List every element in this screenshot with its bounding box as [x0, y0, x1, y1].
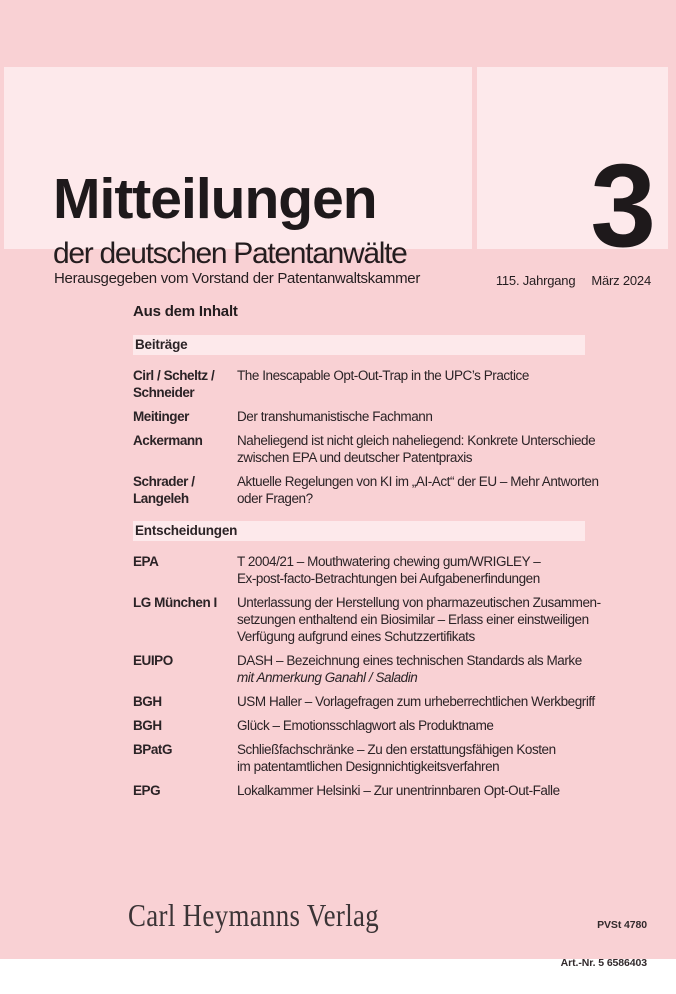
contents-sections	[133, 335, 601, 799]
contents-entry	[133, 717, 588, 734]
contents-entry	[133, 553, 588, 587]
journal-title: Mitteilungen	[53, 167, 377, 231]
section-band-label: Entscheidungen	[135, 523, 238, 538]
entry-title: DASH – Bezeichnung eines technischen Standards als Marke	[237, 653, 582, 668]
entry-title: Schließfachschränke – Zu den erstattungsfähigen Kosten im patentamtlichen Designnichtigkeitsverfahren	[237, 742, 556, 774]
entry-title: T 2004/21 – Mouthwatering chewing gum/WRIGLEY – Ex-post-facto-Betrachtungen bei Aufgabenerfindungen	[237, 554, 541, 586]
contents-entry	[133, 782, 588, 799]
section-band-label: Beiträge	[135, 337, 188, 352]
entry-title: Aktuelle Regelungen von KI im „AI-Act“ der EU – Mehr Antworten oder Fragen?	[237, 474, 599, 506]
contents-entry	[133, 367, 588, 401]
entry-text	[237, 473, 599, 507]
contents-heading: Aus dem Inhalt	[133, 303, 238, 320]
entry-source: Meitinger	[133, 409, 189, 424]
entry-source: BGH	[133, 718, 162, 733]
section-band	[133, 521, 585, 541]
print-codes	[561, 894, 647, 994]
entry-source: Schrader / Langeleh	[133, 474, 195, 506]
entry-title: Unterlassung der Herstellung von pharmazeutischen Zusammen- setzungen enthaltend ein Biosimilar – Erlass einer einstweiligen Verfügung aufgrund eines Schutzzertifikats	[237, 595, 601, 644]
entry-source: Ackermann	[133, 433, 203, 448]
entry-text	[237, 432, 595, 466]
publisher-line: Herausgegeben vom Vorstand der Patentanwaltskammer	[54, 270, 421, 287]
contents-entry	[133, 432, 596, 466]
print-code-artnr: Art.-Nr. 5 6586403	[560, 956, 647, 969]
entry-source: EUIPO	[133, 653, 173, 668]
entry-source: LG München I	[133, 595, 217, 610]
entry-title: USM Haller – Vorlagefragen zum urheberrechtlichen Werkbegriff	[237, 694, 595, 709]
issue-meta	[496, 273, 651, 288]
contents-entry	[133, 594, 601, 645]
entry-title: Glück – Emotionsschlagwort als Produktname	[237, 718, 494, 733]
print-code-pvst: PVSt 4780	[597, 919, 647, 931]
issue-panel	[477, 67, 668, 288]
publisher-wordmark: Carl Heymanns Verlag	[128, 897, 380, 933]
section-entries	[133, 553, 601, 799]
masthead-panel	[4, 67, 472, 287]
contents-entry	[133, 408, 588, 425]
entry-title: Lokalkammer Helsinki – Zur unentrinnbaren Opt-Out-Falle	[237, 783, 560, 798]
entry-text	[237, 693, 595, 710]
entry-text	[237, 367, 588, 401]
entry-source: EPG	[133, 783, 161, 798]
issue-number: 3	[590, 140, 654, 272]
entry-source: EPA	[133, 554, 159, 569]
contents-section	[133, 521, 601, 799]
entry-source: Cirl / Scheltz / Schneider	[133, 368, 215, 400]
issue-month: März 2024	[591, 273, 651, 288]
contents-entry	[133, 693, 595, 710]
entry-text	[237, 594, 601, 645]
contents-entry	[133, 741, 588, 775]
contents-section	[133, 335, 599, 507]
entry-source: BPatG	[133, 742, 173, 757]
entry-text	[237, 553, 588, 587]
entry-text	[237, 741, 588, 775]
entry-source: BGH	[133, 694, 162, 709]
contents	[133, 303, 601, 799]
entry-text	[237, 408, 588, 425]
entry-title: Der transhumanistische Fachmann	[237, 409, 433, 424]
contents-entry	[133, 652, 588, 686]
entry-text	[237, 717, 588, 734]
issue-volume: 115. Jahrgang	[495, 273, 576, 288]
entry-title: The Inescapable Opt-Out-Trap in the UPC’s Practice	[237, 368, 529, 383]
section-band	[133, 335, 585, 355]
entry-text	[237, 782, 588, 799]
contents-entry	[133, 473, 599, 507]
entry-text	[237, 652, 588, 686]
entry-title: Naheliegend ist nicht gleich naheliegend: Konkrete Unterschiede zwischen EPA und deutscher Patentpraxis	[237, 433, 596, 465]
entry-note: mit Anmerkung Ganahl / Saladin	[237, 670, 418, 685]
journal-subtitle: der deutschen Patentanwälte	[53, 237, 407, 270]
section-entries	[133, 367, 599, 507]
